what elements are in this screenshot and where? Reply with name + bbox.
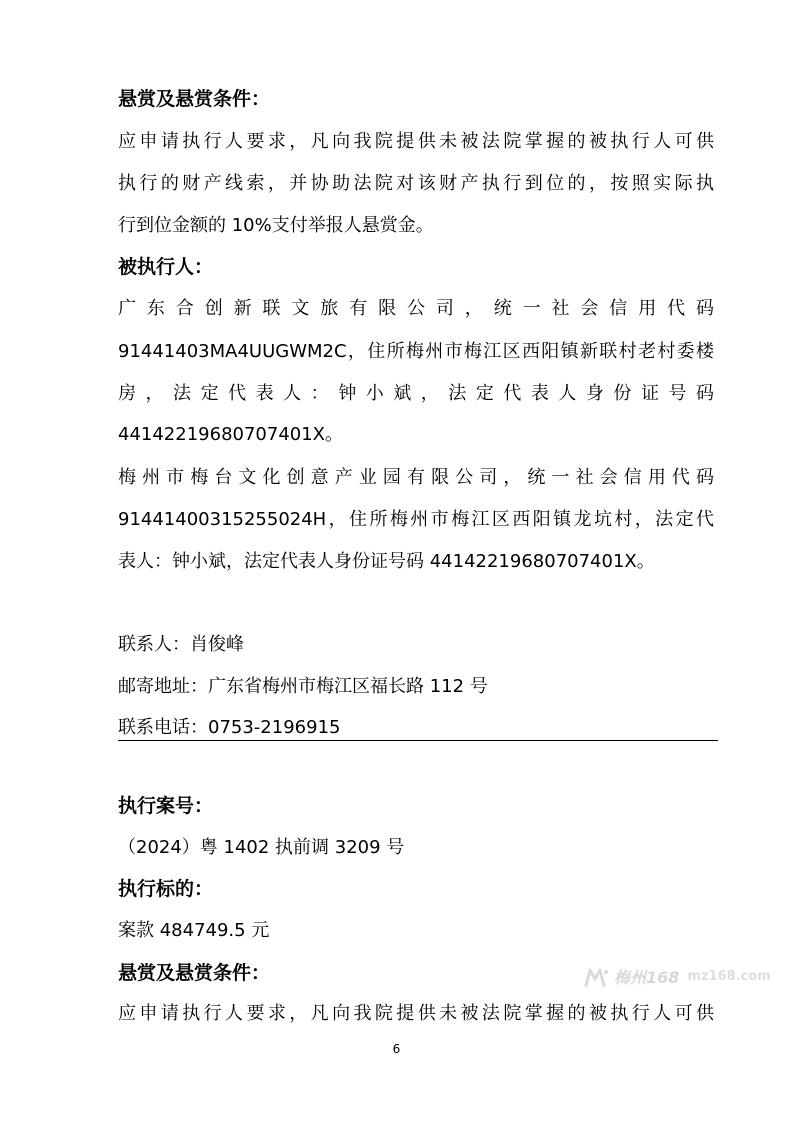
contact-phone: 联系电话：0753-2196915 (118, 717, 341, 738)
watermark-brand: 梅州168 (614, 968, 680, 987)
reward-heading: 悬赏及悬赏条件： (118, 88, 271, 110)
debtor-text-line: 91441403MA4UUGWM2C，住所梅州市梅江区西阳镇新联村老村委楼 (118, 341, 714, 362)
reward-text-line-2: 应申请执行人要求，凡向我院提供未被法院掌握的被执行人可供 (118, 1003, 714, 1024)
section-divider (118, 740, 718, 741)
debtor-text-line: 91441400315255024H，住所梅州市梅江区西阳镇龙坑村，法定代 (118, 509, 714, 530)
reward-text-line: 行到位金额的 10%支付举报人悬赏金。 (118, 215, 434, 236)
reward-text-line: 应申请执行人要求，凡向我院提供未被法院掌握的被执行人可供 (118, 131, 714, 152)
contact-person: 联系人：肖俊峰 (118, 634, 244, 655)
reward-text-line: 执行的财产线索，并协助法院对该财产执行到位的，按照实际执 (118, 173, 714, 194)
debtor-text-line: 表人：钟小斌，法定代表人身份证号码 44142219680707401X。 (118, 551, 655, 572)
debtor-text-line: 梅州市梅台文化创意产业园有限公司，统一社会信用代码 (118, 467, 714, 488)
debtor-heading: 被执行人： (118, 256, 214, 278)
reward-heading-2: 悬赏及悬赏条件： (118, 962, 271, 984)
watermark (584, 965, 771, 988)
debtor-text-line: 44142219680707401X。 (118, 424, 344, 445)
watermark-domain: mz168.com (687, 969, 771, 984)
case-number: （2024）粤 1402 执前调 3209 号 (118, 837, 405, 858)
case-number-heading: 执行案号： (118, 795, 214, 817)
contact-address: 邮寄地址：广东省梅州市梅江区福长路 112 号 (118, 676, 488, 697)
debtor-text-line: 广东合创新联文旅有限公司，统一社会信用代码 (118, 298, 714, 319)
brand-logo-icon (584, 966, 610, 988)
page-number: 6 (392, 1042, 401, 1056)
debtor-text-line: 房，法定代表人：钟小斌，法定代表人身份证号码 (118, 383, 714, 404)
target-heading: 执行标的： (118, 878, 214, 900)
target-value: 案款 484749.5 元 (118, 920, 270, 941)
